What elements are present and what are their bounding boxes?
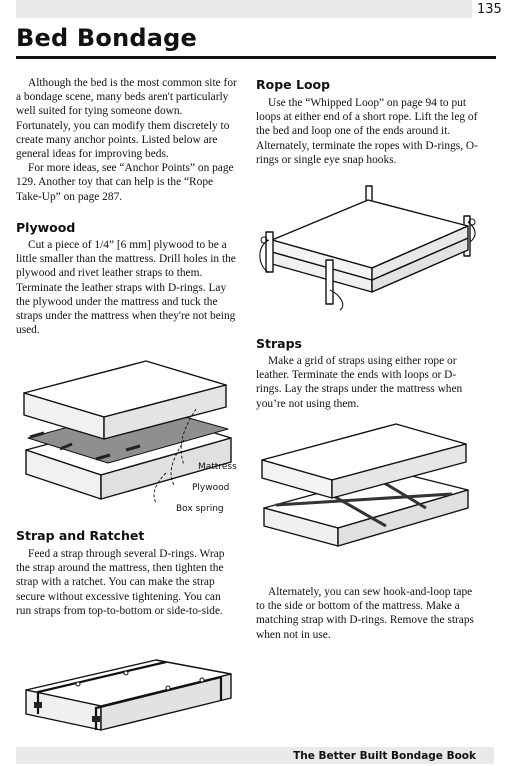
straps-paragraph-2: Alternately, you can sew hook-and-loop tape to the side or bottom of the mattress. Make a matching strap with D-rings. Remove the straps when not in use. — [256, 586, 474, 641]
title-rule — [16, 56, 496, 59]
footer-book-title: The Better Built Bondage Book — [293, 750, 476, 762]
page-title: Bed Bondage — [16, 24, 198, 52]
header-bar — [16, 0, 472, 18]
rope-loop-paragraph: Use the “Whipped Loop” on page 94 to put loops at either end of a short rope. Lift the leg of the bed and loop one of the ends around it. Alternately, terminate the ropes with D-rings, O-rings or single eye snap hooks. — [256, 97, 478, 166]
plywood-label: Plywood — [192, 483, 230, 493]
rope-loop-text — [256, 96, 478, 167]
plywood-illustration — [16, 355, 246, 520]
straps-text-2 — [256, 585, 478, 642]
straps-paragraph: Make a grid of straps using either rope or leather. Terminate the ends with loops or D-rings. Lay the straps under the mattress when you’re not using them. — [256, 355, 463, 410]
intro-paragraph-2: For more ideas, see “Anchor Points” on page 129. Another toy that can help is the “Rope Take-Up” on page 287. — [16, 162, 234, 203]
rope-loop-illustration — [250, 180, 482, 315]
plywood-heading: Plywood — [16, 220, 76, 235]
mattress-label: Mattress — [198, 462, 237, 472]
rope-loop-heading: Rope Loop — [256, 77, 331, 92]
strap-ratchet-text — [16, 547, 238, 618]
straps-heading: Straps — [256, 336, 302, 351]
plywood-paragraph: Cut a piece of 1/4” [6 mm] plywood to be a little smaller than the mattress. Drill holes in the plywood and rivet leather straps to them. Terminate the leather straps with D-rings. Lay the plywood under the mattress and tuck the straps under the mattress when they're not being used. — [16, 239, 236, 337]
straps-text — [256, 354, 478, 411]
box-spring-label: Box spring — [176, 504, 224, 514]
strap-ratchet-illustration — [16, 652, 246, 740]
intro-text — [16, 76, 238, 204]
straps-illustration — [256, 420, 478, 570]
strap-ratchet-paragraph: Feed a strap through several D-rings. Wrap the strap around the mattress, then tighten the strap with a ratchet. You can make the strap secure without excessive tightening. You can run straps from top-to-bottom or side-to-side. — [16, 548, 225, 617]
plywood-text — [16, 238, 238, 337]
strap-ratchet-heading: Strap and Ratchet — [16, 528, 145, 543]
page-number: 135 — [477, 2, 502, 17]
intro-paragraph-1: Although the bed is the most common site for a bondage scene, many beds aren't particularly well suited for tying someone down. Fortunately, you can modify them discretely to create many anchor points. Listed below are general ideas for improving beds. — [16, 77, 237, 161]
